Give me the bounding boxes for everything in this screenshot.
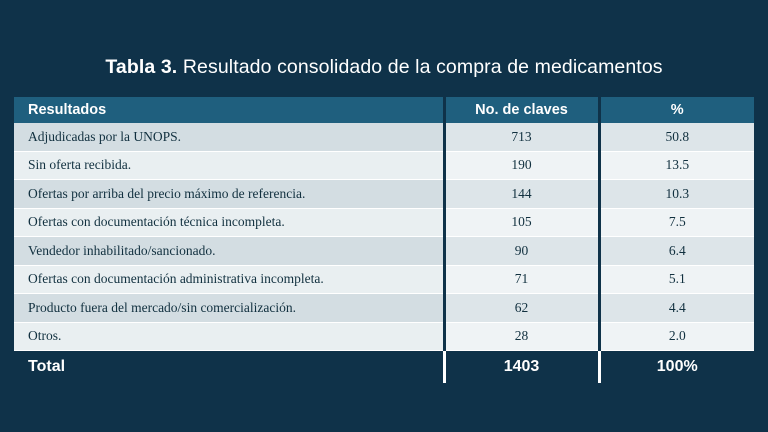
cell-description: Otros. — [14, 322, 444, 351]
table-row — [14, 180, 754, 209]
cell-description: Ofertas con documentación administrativa incompleta. — [14, 265, 444, 294]
cell-description: Sin oferta recibida. — [14, 151, 444, 180]
cell-keys: 28 — [444, 322, 599, 351]
table-row — [14, 294, 754, 323]
results-table — [14, 97, 754, 383]
cell-percent: 50.8 — [599, 123, 754, 151]
cell-keys: 144 — [444, 180, 599, 209]
cell-percent: 2.0 — [599, 322, 754, 351]
total-percent: 100% — [599, 351, 754, 384]
cell-percent: 4.4 — [599, 294, 754, 323]
column-header-results: Resultados — [14, 97, 444, 123]
table-row — [14, 237, 754, 266]
cell-keys: 713 — [444, 123, 599, 151]
cell-percent: 13.5 — [599, 151, 754, 180]
cell-keys: 71 — [444, 265, 599, 294]
cell-description: Producto fuera del mercado/sin comercialización. — [14, 294, 444, 323]
column-header-keys: No. de claves — [444, 97, 599, 123]
cell-percent: 10.3 — [599, 180, 754, 209]
table-row — [14, 322, 754, 351]
total-label: Total — [14, 351, 444, 384]
table-row — [14, 265, 754, 294]
table-body — [14, 123, 754, 351]
total-keys: 1403 — [444, 351, 599, 384]
table-header-row — [14, 97, 754, 123]
table-row — [14, 123, 754, 151]
table-total-row — [14, 351, 754, 384]
table-row — [14, 208, 754, 237]
cell-description: Ofertas por arriba del precio máximo de referencia. — [14, 180, 444, 209]
cell-keys: 105 — [444, 208, 599, 237]
table-header — [14, 97, 754, 123]
cell-keys: 62 — [444, 294, 599, 323]
page-title-label: Tabla 3. — [105, 56, 178, 78]
table-footer — [14, 351, 754, 384]
cell-percent: 7.5 — [599, 208, 754, 237]
cell-percent: 5.1 — [599, 265, 754, 294]
cell-description: Adjudicadas por la UNOPS. — [14, 123, 444, 151]
cell-percent: 6.4 — [599, 237, 754, 266]
cell-keys: 90 — [444, 237, 599, 266]
page-title — [0, 56, 768, 79]
cell-description: Vendedor inhabilitado/sancionado. — [14, 237, 444, 266]
page-title-text: Resultado consolidado de la compra de medicamentos — [177, 56, 663, 78]
column-header-percent: % — [599, 97, 754, 123]
cell-keys: 190 — [444, 151, 599, 180]
table-row — [14, 151, 754, 180]
cell-description: Ofertas con documentación técnica incompleta. — [14, 208, 444, 237]
